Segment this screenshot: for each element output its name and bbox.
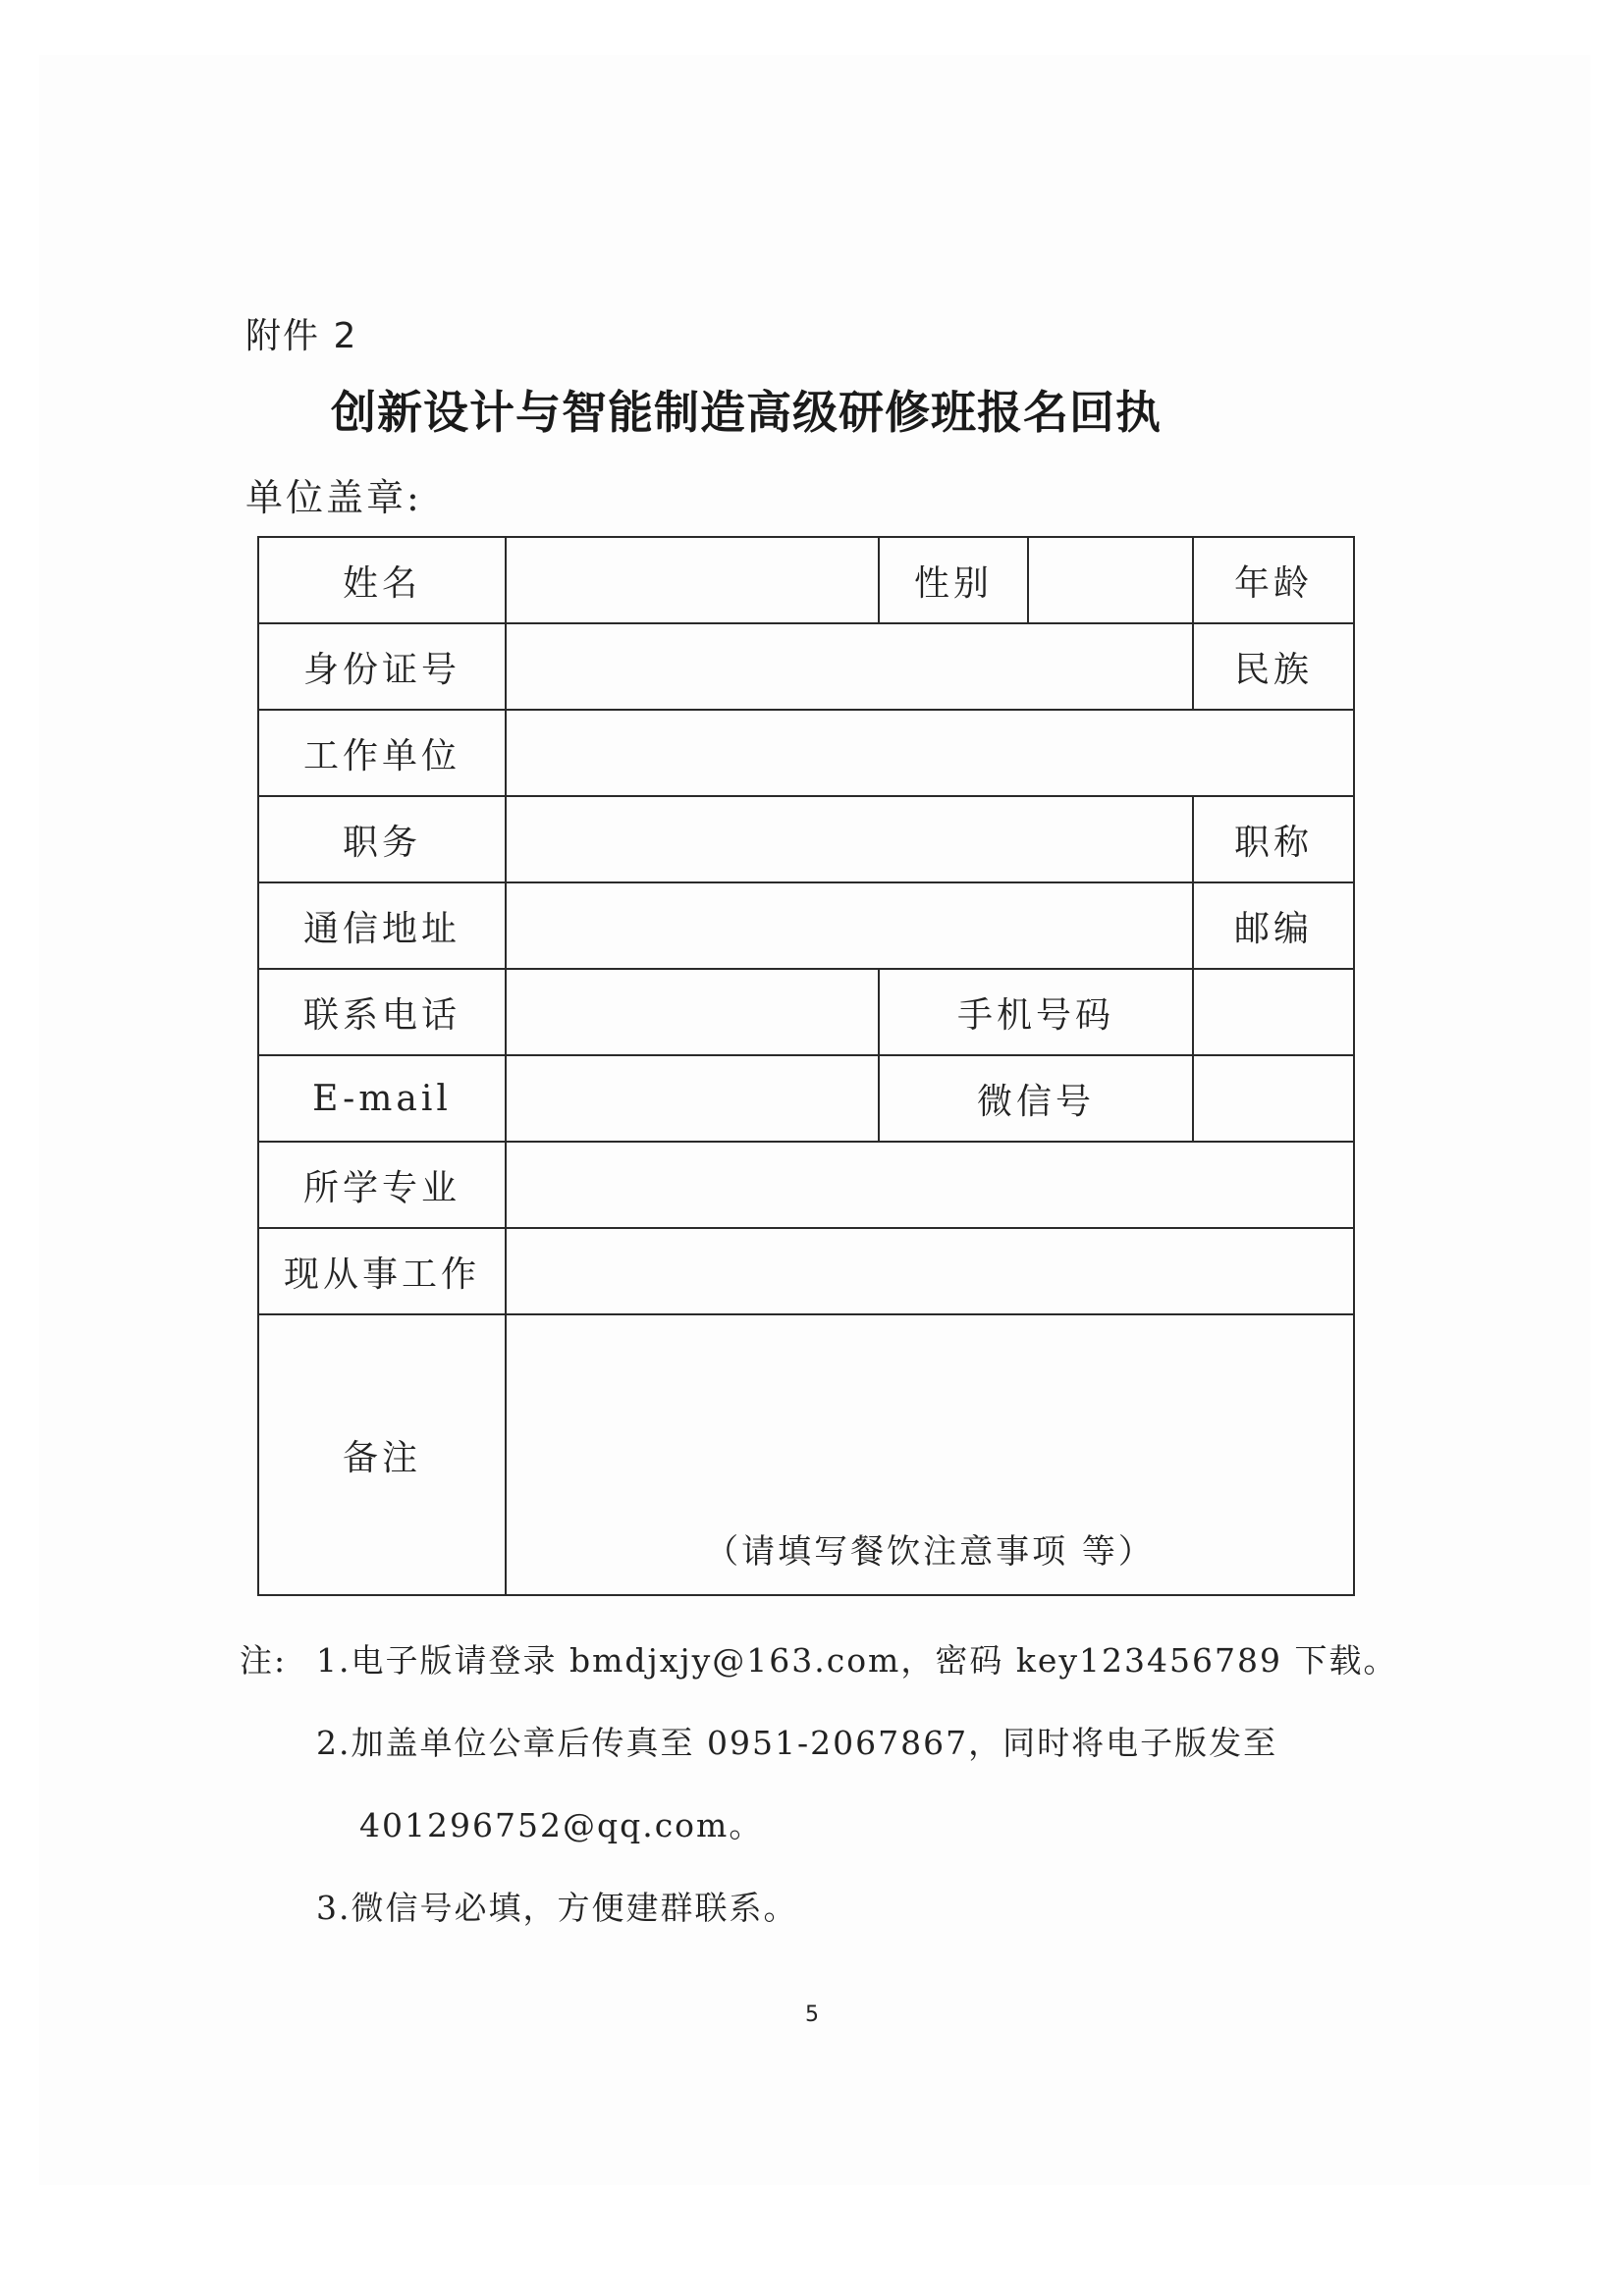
- remarks-label: 备注: [258, 1314, 506, 1595]
- note-1-text: 1.电子版请登录 bmdjxjy@163.com，密码 key123456789 下载。: [316, 1641, 1398, 1680]
- table-row: [258, 537, 1354, 623]
- current-work-label: 现从事工作: [258, 1228, 506, 1314]
- remarks-field[interactable]: [506, 1314, 1354, 1595]
- wechat-field[interactable]: [1193, 1055, 1354, 1142]
- table-row: [258, 796, 1354, 882]
- unit-stamp-label: 单位盖章:: [245, 476, 422, 519]
- remarks-hint: （请填写餐饮注意事项 等）: [705, 1532, 1155, 1572]
- table-row: [258, 1314, 1354, 1595]
- phone-label: 联系电话: [258, 969, 506, 1055]
- table-row: [258, 710, 1354, 796]
- table-row: [258, 882, 1354, 969]
- table-row: [258, 623, 1354, 710]
- gender-label: 性别: [879, 537, 1028, 623]
- current-work-field[interactable]: [506, 1228, 1354, 1314]
- phone-field[interactable]: [506, 969, 879, 1055]
- id-number-label: 身份证号: [258, 623, 506, 710]
- note-2-line-2: 401296752@qq.com。: [359, 1806, 764, 1844]
- name-field[interactable]: [506, 537, 879, 623]
- work-unit-field[interactable]: [506, 710, 1354, 796]
- position-label: 职务: [258, 796, 506, 882]
- age-label: 年龄: [1193, 537, 1354, 623]
- table-row: [258, 1055, 1354, 1142]
- document-title: 创新设计与智能制造高级研修班报名回执: [331, 386, 1162, 439]
- page-number: 5: [805, 2002, 819, 2027]
- major-label: 所学专业: [258, 1142, 506, 1228]
- table-row: [258, 1142, 1354, 1228]
- table-row: [258, 1228, 1354, 1314]
- mobile-field[interactable]: [1193, 969, 1354, 1055]
- wechat-label: 微信号: [879, 1055, 1193, 1142]
- notes-prefix: 注:: [240, 1641, 288, 1680]
- id-number-field[interactable]: [506, 623, 1193, 710]
- major-field[interactable]: [506, 1142, 1354, 1228]
- table-row: [258, 969, 1354, 1055]
- note-1: [240, 1620, 1398, 1702]
- postcode-label: 邮编: [1193, 882, 1354, 969]
- note-3: 3.微信号必填，方便建群联系。: [316, 1889, 798, 1927]
- address-field[interactable]: [506, 882, 1193, 969]
- title-rank-label: 职称: [1193, 796, 1354, 882]
- attachment-label: 附件 2: [245, 316, 358, 356]
- gender-field[interactable]: [1028, 537, 1193, 623]
- address-label: 通信地址: [258, 882, 506, 969]
- email-field[interactable]: [506, 1055, 879, 1142]
- position-field[interactable]: [506, 796, 1193, 882]
- registration-form-table: [257, 536, 1355, 1596]
- notes-section: [240, 1620, 1398, 1949]
- work-unit-label: 工作单位: [258, 710, 506, 796]
- note-2-line-1: 2.加盖单位公章后传真至 0951-2067867，同时将电子版发至: [316, 1724, 1278, 1762]
- ethnicity-label: 民族: [1193, 623, 1354, 710]
- name-label: 姓名: [258, 537, 506, 623]
- email-label: E-mail: [258, 1055, 506, 1142]
- mobile-label: 手机号码: [879, 969, 1193, 1055]
